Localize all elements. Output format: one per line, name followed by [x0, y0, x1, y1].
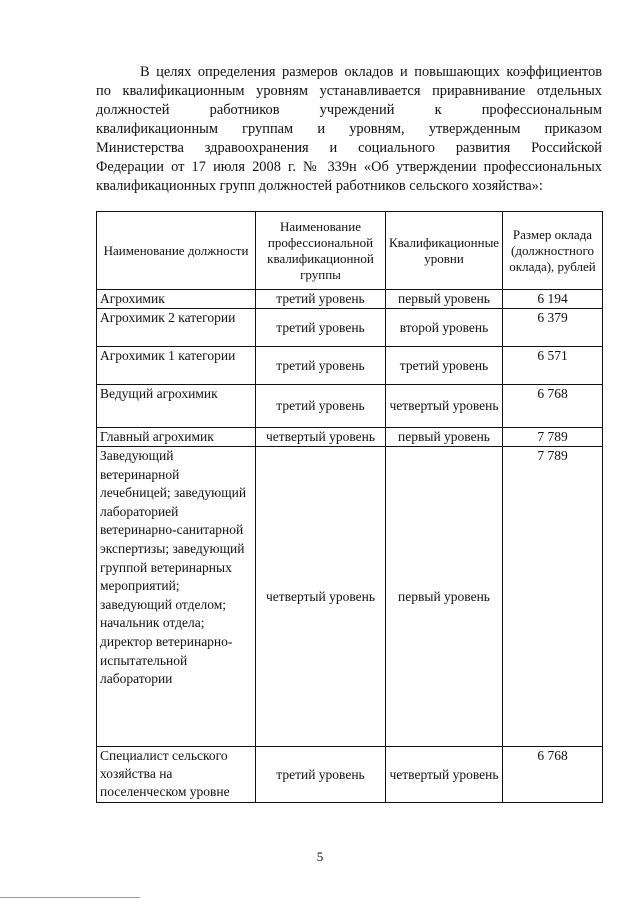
cell-level: четвертый уровень: [386, 385, 503, 428]
intro-line: Министерства здравоохранения и социального развития Российской: [96, 140, 602, 156]
cell-salary: 7 789: [503, 447, 603, 747]
table-row: [97, 347, 603, 385]
intro-paragraph: [96, 63, 602, 196]
cell-position: Главный агрохимик: [97, 428, 256, 447]
table-row: [97, 290, 603, 309]
cell-group: третий уровень: [256, 347, 386, 385]
cell-salary: 6 571: [503, 347, 603, 385]
cell-salary: 6 379: [503, 309, 603, 347]
cell-group: четвертый уровень: [256, 428, 386, 447]
cell-level: второй уровень: [386, 309, 503, 347]
page-number: 5: [316, 849, 324, 864]
cell-position: Ведущий агрохимик: [97, 385, 256, 428]
cell-level: третий уровень: [386, 347, 503, 385]
cell-group: третий уровень: [256, 290, 386, 309]
intro-line: квалификационных групп должностей работников сельского хозяйства»:: [96, 178, 543, 194]
cell-position: Агрохимик 1 категории: [97, 347, 256, 385]
cell-group: третий уровень: [256, 309, 386, 347]
intro-line: по квалификационным уровням устанавливается приравнивание отдельных: [96, 83, 602, 99]
cell-salary: 7 789: [503, 428, 603, 447]
cell-position: Агрохимик 2 категории: [97, 309, 256, 347]
cell-level: четвертый уровень: [386, 747, 503, 803]
cell-position: Агрохимик: [97, 290, 256, 309]
cell-group: третий уровень: [256, 747, 386, 803]
intro-line: квалификационным группам и уровням, утвержденным приказом: [96, 121, 602, 137]
salary-table: [96, 211, 603, 803]
header-level: Квалификационные уровни: [386, 212, 503, 290]
cell-level: первый уровень: [386, 428, 503, 447]
table-header-row: [97, 212, 603, 290]
intro-line: В целях определения размеров окладов и повышающих коэффициентов: [140, 64, 602, 80]
cell-salary: 6 194: [503, 290, 603, 309]
intro-line: Федерации от 17 июля 2008 г. № 339н «Об утверждении профессиональных: [96, 159, 602, 175]
cell-group: четвертый уровень: [256, 447, 386, 747]
table-row: [97, 309, 603, 347]
cell-position: Заведующий ветеринарной лечебницей; заведующий лабораторией ветеринарно-санитарной экспертизы; заведующий группой ветеринарных мероприятий; заведующий отделом; начальник отдела; директор ветеринарно-испытательной лаборатории: [97, 447, 256, 747]
header-position: Наименование должности: [97, 212, 256, 290]
cell-group: третий уровень: [256, 385, 386, 428]
cell-salary: 6 768: [503, 747, 603, 803]
cell-level: первый уровень: [386, 290, 503, 309]
table-row: [97, 428, 603, 447]
footnote-divider: [0, 897, 140, 898]
table-row: [97, 447, 603, 747]
cell-salary: 6 768: [503, 385, 603, 428]
cell-level: первый уровень: [386, 447, 503, 747]
table-row: [97, 747, 603, 803]
header-salary: Размер оклада (должностного оклада), рублей: [503, 212, 603, 290]
header-group: Наименование профессиональной квалификационной группы: [256, 212, 386, 290]
table-row: [97, 385, 603, 428]
cell-position: Специалист сельского хозяйства на поселенческом уровне: [97, 747, 256, 803]
intro-line: должностей работников учреждений к профессиональным: [96, 102, 602, 118]
